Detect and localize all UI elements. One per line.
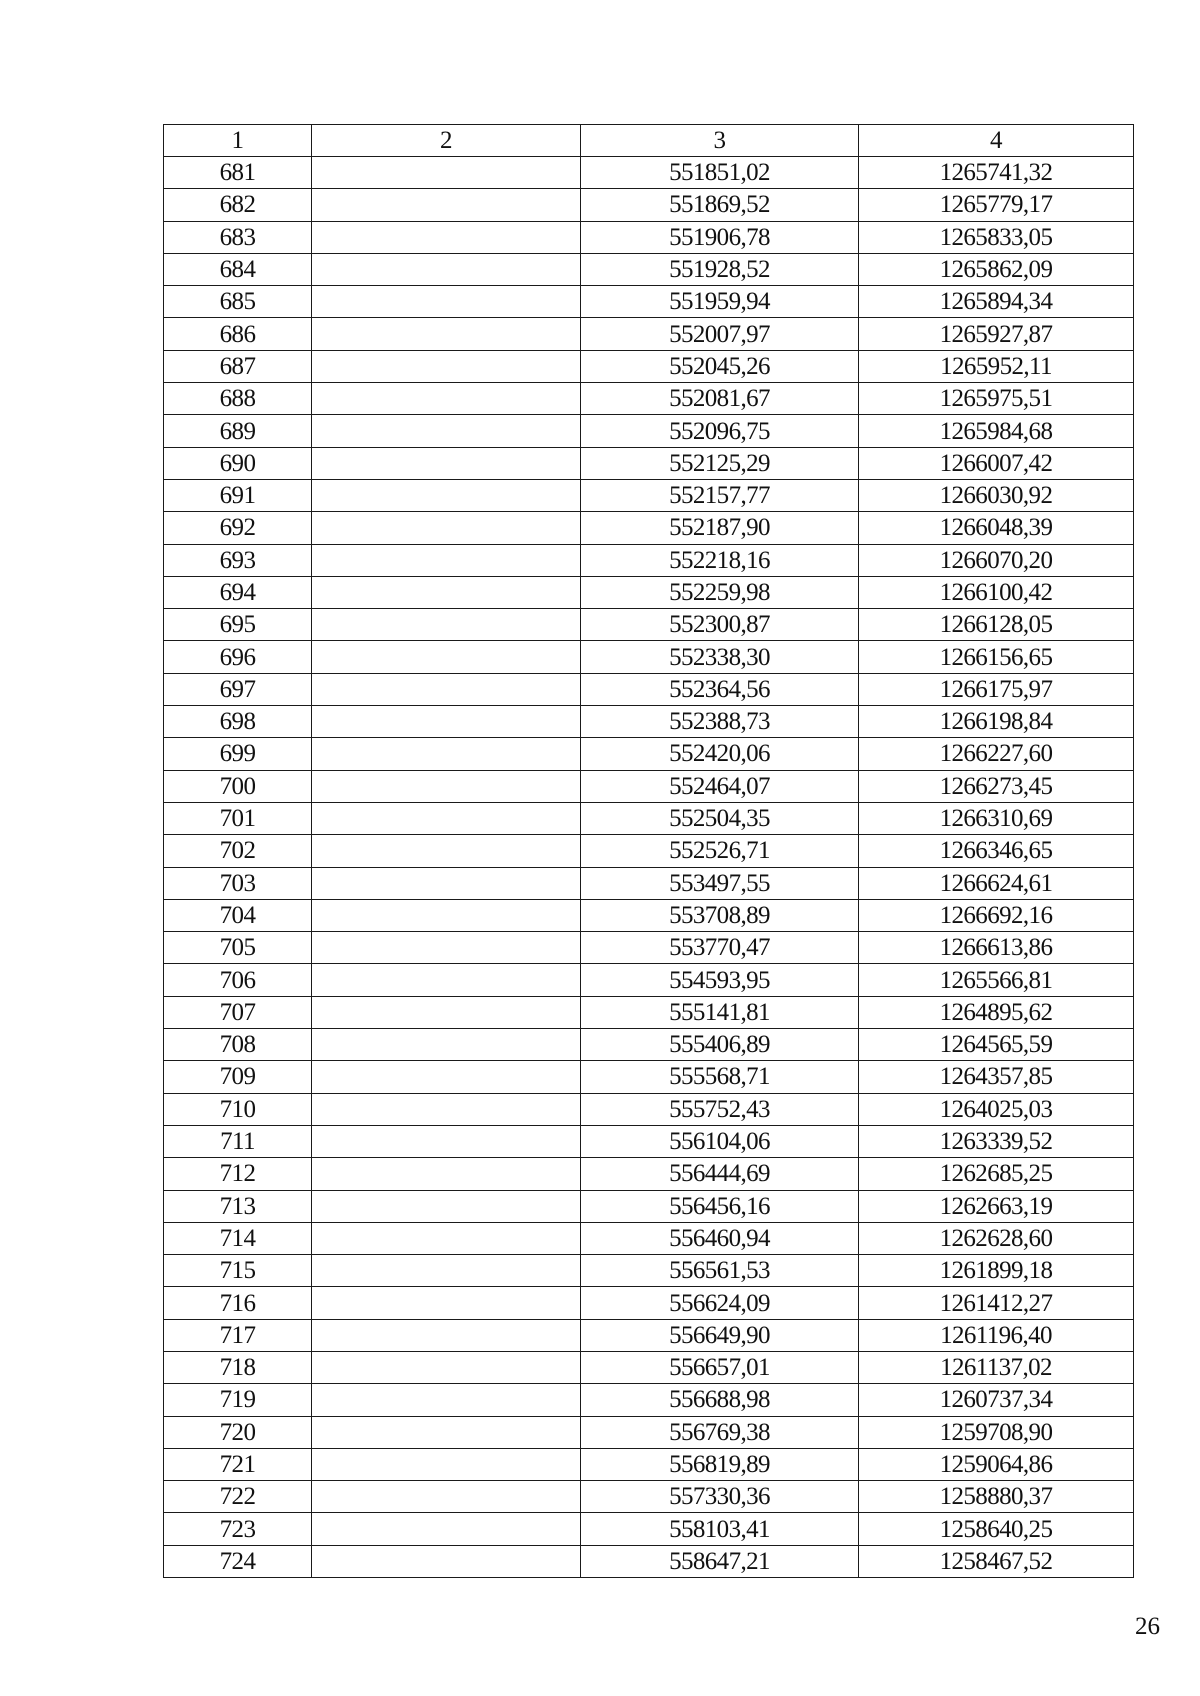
coordinate-x-cell: 556769,38 <box>581 1416 859 1448</box>
coordinate-x-cell: 558103,41 <box>581 1513 859 1545</box>
coordinate-x-cell: 555406,89 <box>581 1029 859 1061</box>
point-number-cell: 700 <box>164 770 312 802</box>
table-row <box>164 1384 1134 1416</box>
column-header-1: 1 <box>164 125 312 157</box>
coordinate-x-cell: 552218,16 <box>581 544 859 576</box>
coordinate-y-cell: 1260737,34 <box>859 1384 1134 1416</box>
table-row <box>164 835 1134 867</box>
point-number-cell: 704 <box>164 899 312 931</box>
coordinate-y-cell: 1265862,09 <box>859 253 1134 285</box>
coordinate-y-cell: 1259708,90 <box>859 1416 1134 1448</box>
description-cell <box>312 447 581 479</box>
description-cell <box>312 512 581 544</box>
description-cell <box>312 253 581 285</box>
description-cell <box>312 609 581 641</box>
point-number-cell: 703 <box>164 867 312 899</box>
coordinate-x-cell: 551906,78 <box>581 221 859 253</box>
point-number-cell: 715 <box>164 1255 312 1287</box>
point-number-cell: 695 <box>164 609 312 641</box>
table-row <box>164 383 1134 415</box>
header-row <box>164 125 1134 157</box>
coordinate-y-cell: 1265975,51 <box>859 383 1134 415</box>
coordinate-y-cell: 1265833,05 <box>859 221 1134 253</box>
table-row <box>164 447 1134 479</box>
description-cell <box>312 1448 581 1480</box>
coordinate-x-cell: 552388,73 <box>581 706 859 738</box>
table-row <box>164 1448 1134 1480</box>
coordinate-y-cell: 1261196,40 <box>859 1319 1134 1351</box>
coordinate-x-cell: 558647,21 <box>581 1545 859 1577</box>
coordinate-x-cell: 556819,89 <box>581 1448 859 1480</box>
coordinate-x-cell: 552464,07 <box>581 770 859 802</box>
description-cell <box>312 867 581 899</box>
point-number-cell: 692 <box>164 512 312 544</box>
coordinate-x-cell: 555568,71 <box>581 1061 859 1093</box>
description-cell <box>312 1545 581 1577</box>
coordinate-y-cell: 1266048,39 <box>859 512 1134 544</box>
point-number-cell: 685 <box>164 286 312 318</box>
point-number-cell: 689 <box>164 415 312 447</box>
table-row <box>164 1416 1134 1448</box>
point-number-cell: 699 <box>164 738 312 770</box>
description-cell <box>312 189 581 221</box>
table-row <box>164 576 1134 608</box>
coordinate-x-cell: 554593,95 <box>581 964 859 996</box>
coordinate-y-cell: 1258640,25 <box>859 1513 1134 1545</box>
description-cell <box>312 1190 581 1222</box>
point-number-cell: 684 <box>164 253 312 285</box>
coordinate-y-cell: 1264565,59 <box>859 1029 1134 1061</box>
table-row <box>164 1287 1134 1319</box>
point-number-cell: 714 <box>164 1222 312 1254</box>
coordinate-y-cell: 1266273,45 <box>859 770 1134 802</box>
coordinate-y-cell: 1266227,60 <box>859 738 1134 770</box>
point-number-cell: 723 <box>164 1513 312 1545</box>
coordinate-y-cell: 1266100,42 <box>859 576 1134 608</box>
coordinate-y-cell: 1266070,20 <box>859 544 1134 576</box>
description-cell <box>312 1351 581 1383</box>
coordinate-x-cell: 553497,55 <box>581 867 859 899</box>
coordinate-x-cell: 556657,01 <box>581 1351 859 1383</box>
coordinate-x-cell: 556649,90 <box>581 1319 859 1351</box>
table-row <box>164 641 1134 673</box>
point-number-cell: 710 <box>164 1093 312 1125</box>
table-row <box>164 544 1134 576</box>
point-number-cell: 720 <box>164 1416 312 1448</box>
coordinates-table <box>163 124 1134 1578</box>
point-number-cell: 687 <box>164 350 312 382</box>
coordinate-y-cell: 1265566,81 <box>859 964 1134 996</box>
coordinate-x-cell: 552259,98 <box>581 576 859 608</box>
coordinate-y-cell: 1265952,11 <box>859 350 1134 382</box>
description-cell <box>312 576 581 608</box>
description-cell <box>312 706 581 738</box>
coordinate-y-cell: 1264357,85 <box>859 1061 1134 1093</box>
description-cell <box>312 415 581 447</box>
description-cell <box>312 383 581 415</box>
point-number-cell: 688 <box>164 383 312 415</box>
coordinate-y-cell: 1266624,61 <box>859 867 1134 899</box>
table-row <box>164 512 1134 544</box>
coordinate-x-cell: 552007,97 <box>581 318 859 350</box>
description-cell <box>312 221 581 253</box>
coordinate-y-cell: 1266007,42 <box>859 447 1134 479</box>
description-cell <box>312 932 581 964</box>
coordinate-y-cell: 1266030,92 <box>859 479 1134 511</box>
description-cell <box>312 996 581 1028</box>
description-cell <box>312 1158 581 1190</box>
table-row <box>164 1481 1134 1513</box>
column-header-4: 4 <box>859 125 1134 157</box>
coordinate-x-cell: 556460,94 <box>581 1222 859 1254</box>
coordinate-y-cell: 1266346,65 <box>859 835 1134 867</box>
table-row <box>164 286 1134 318</box>
table-row <box>164 1545 1134 1577</box>
coordinate-y-cell: 1266310,69 <box>859 802 1134 834</box>
point-number-cell: 682 <box>164 189 312 221</box>
table-row <box>164 673 1134 705</box>
table-row <box>164 706 1134 738</box>
page-number: 26 <box>1135 1613 1160 1640</box>
point-number-cell: 724 <box>164 1545 312 1577</box>
table-row <box>164 1190 1134 1222</box>
coordinate-x-cell: 553708,89 <box>581 899 859 931</box>
coordinate-y-cell: 1266613,86 <box>859 932 1134 964</box>
table-row <box>164 1351 1134 1383</box>
table-row <box>164 802 1134 834</box>
coordinate-y-cell: 1266156,65 <box>859 641 1134 673</box>
coordinate-y-cell: 1264025,03 <box>859 1093 1134 1125</box>
coordinate-x-cell: 552300,87 <box>581 609 859 641</box>
table-row <box>164 479 1134 511</box>
coordinate-x-cell: 552420,06 <box>581 738 859 770</box>
point-number-cell: 693 <box>164 544 312 576</box>
point-number-cell: 702 <box>164 835 312 867</box>
table-row <box>164 738 1134 770</box>
coordinate-x-cell: 552526,71 <box>581 835 859 867</box>
description-cell <box>312 899 581 931</box>
description-cell <box>312 544 581 576</box>
point-number-cell: 705 <box>164 932 312 964</box>
description-cell <box>312 802 581 834</box>
coordinate-y-cell: 1259064,86 <box>859 1448 1134 1480</box>
description-cell <box>312 157 581 189</box>
point-number-cell: 718 <box>164 1351 312 1383</box>
coordinate-x-cell: 551959,94 <box>581 286 859 318</box>
coordinate-x-cell: 556624,09 <box>581 1287 859 1319</box>
point-number-cell: 717 <box>164 1319 312 1351</box>
coordinate-y-cell: 1261899,18 <box>859 1255 1134 1287</box>
point-number-cell: 691 <box>164 479 312 511</box>
description-cell <box>312 835 581 867</box>
coordinate-y-cell: 1266175,97 <box>859 673 1134 705</box>
coordinate-y-cell: 1261137,02 <box>859 1351 1134 1383</box>
description-cell <box>312 1287 581 1319</box>
coordinate-y-cell: 1258880,37 <box>859 1481 1134 1513</box>
coordinate-x-cell: 551851,02 <box>581 157 859 189</box>
table-row <box>164 1125 1134 1157</box>
point-number-cell: 698 <box>164 706 312 738</box>
coordinate-x-cell: 552338,30 <box>581 641 859 673</box>
coordinate-x-cell: 556104,06 <box>581 1125 859 1157</box>
point-number-cell: 712 <box>164 1158 312 1190</box>
coordinate-y-cell: 1266128,05 <box>859 609 1134 641</box>
table-row <box>164 899 1134 931</box>
coordinate-y-cell: 1265779,17 <box>859 189 1134 221</box>
table-row <box>164 1319 1134 1351</box>
description-cell <box>312 641 581 673</box>
coordinate-y-cell: 1265894,34 <box>859 286 1134 318</box>
coordinate-y-cell: 1266198,84 <box>859 706 1134 738</box>
table-row <box>164 253 1134 285</box>
table-row <box>164 1061 1134 1093</box>
table-row <box>164 964 1134 996</box>
table-header <box>164 125 1134 157</box>
point-number-cell: 701 <box>164 802 312 834</box>
coordinate-x-cell: 552045,26 <box>581 350 859 382</box>
coordinate-y-cell: 1262685,25 <box>859 1158 1134 1190</box>
description-cell <box>312 479 581 511</box>
description-cell <box>312 1061 581 1093</box>
description-cell <box>312 286 581 318</box>
coordinate-y-cell: 1265741,32 <box>859 157 1134 189</box>
coordinate-x-cell: 553770,47 <box>581 932 859 964</box>
point-number-cell: 690 <box>164 447 312 479</box>
description-cell <box>312 1481 581 1513</box>
description-cell <box>312 1384 581 1416</box>
table-row <box>164 1158 1134 1190</box>
point-number-cell: 713 <box>164 1190 312 1222</box>
description-cell <box>312 770 581 802</box>
point-number-cell: 686 <box>164 318 312 350</box>
table-row <box>164 415 1134 447</box>
table-body <box>164 157 1134 1578</box>
coordinate-y-cell: 1261412,27 <box>859 1287 1134 1319</box>
description-cell <box>312 1029 581 1061</box>
coordinate-y-cell: 1266692,16 <box>859 899 1134 931</box>
coordinate-x-cell: 552081,67 <box>581 383 859 415</box>
description-cell <box>312 1255 581 1287</box>
point-number-cell: 706 <box>164 964 312 996</box>
table-row <box>164 1222 1134 1254</box>
coordinate-x-cell: 552096,75 <box>581 415 859 447</box>
column-header-2: 2 <box>312 125 581 157</box>
point-number-cell: 708 <box>164 1029 312 1061</box>
description-cell <box>312 318 581 350</box>
table-row <box>164 157 1134 189</box>
table-row <box>164 350 1134 382</box>
coordinate-x-cell: 552504,35 <box>581 802 859 834</box>
coordinate-x-cell: 552125,29 <box>581 447 859 479</box>
table-row <box>164 996 1134 1028</box>
table-row <box>164 932 1134 964</box>
table-row <box>164 1255 1134 1287</box>
coordinate-x-cell: 555752,43 <box>581 1093 859 1125</box>
coordinate-x-cell: 551928,52 <box>581 253 859 285</box>
point-number-cell: 716 <box>164 1287 312 1319</box>
coordinate-x-cell: 551869,52 <box>581 189 859 221</box>
coordinate-y-cell: 1262628,60 <box>859 1222 1134 1254</box>
table-row <box>164 221 1134 253</box>
coordinate-x-cell: 552187,90 <box>581 512 859 544</box>
table-row <box>164 1513 1134 1545</box>
point-number-cell: 721 <box>164 1448 312 1480</box>
coordinate-y-cell: 1262663,19 <box>859 1190 1134 1222</box>
point-number-cell: 696 <box>164 641 312 673</box>
column-header-3: 3 <box>581 125 859 157</box>
table-row <box>164 189 1134 221</box>
coordinate-y-cell: 1258467,52 <box>859 1545 1134 1577</box>
coordinate-x-cell: 552364,56 <box>581 673 859 705</box>
coordinate-x-cell: 556688,98 <box>581 1384 859 1416</box>
coordinate-y-cell: 1265984,68 <box>859 415 1134 447</box>
coordinate-x-cell: 556561,53 <box>581 1255 859 1287</box>
coordinate-x-cell: 555141,81 <box>581 996 859 1028</box>
coordinate-x-cell: 552157,77 <box>581 479 859 511</box>
description-cell <box>312 1513 581 1545</box>
point-number-cell: 694 <box>164 576 312 608</box>
description-cell <box>312 673 581 705</box>
point-number-cell: 683 <box>164 221 312 253</box>
point-number-cell: 707 <box>164 996 312 1028</box>
point-number-cell: 681 <box>164 157 312 189</box>
coordinate-x-cell: 556444,69 <box>581 1158 859 1190</box>
table-row <box>164 1093 1134 1125</box>
table-row <box>164 867 1134 899</box>
point-number-cell: 722 <box>164 1481 312 1513</box>
description-cell <box>312 1416 581 1448</box>
coordinate-x-cell: 556456,16 <box>581 1190 859 1222</box>
point-number-cell: 711 <box>164 1125 312 1157</box>
description-cell <box>312 738 581 770</box>
table-row <box>164 609 1134 641</box>
description-cell <box>312 1125 581 1157</box>
point-number-cell: 709 <box>164 1061 312 1093</box>
coordinate-y-cell: 1263339,52 <box>859 1125 1134 1157</box>
coordinate-x-cell: 557330,36 <box>581 1481 859 1513</box>
point-number-cell: 719 <box>164 1384 312 1416</box>
description-cell <box>312 964 581 996</box>
description-cell <box>312 1319 581 1351</box>
table-row <box>164 1029 1134 1061</box>
description-cell <box>312 1222 581 1254</box>
description-cell <box>312 350 581 382</box>
coordinate-y-cell: 1265927,87 <box>859 318 1134 350</box>
table-row <box>164 318 1134 350</box>
table-row <box>164 770 1134 802</box>
point-number-cell: 697 <box>164 673 312 705</box>
description-cell <box>312 1093 581 1125</box>
coordinate-y-cell: 1264895,62 <box>859 996 1134 1028</box>
